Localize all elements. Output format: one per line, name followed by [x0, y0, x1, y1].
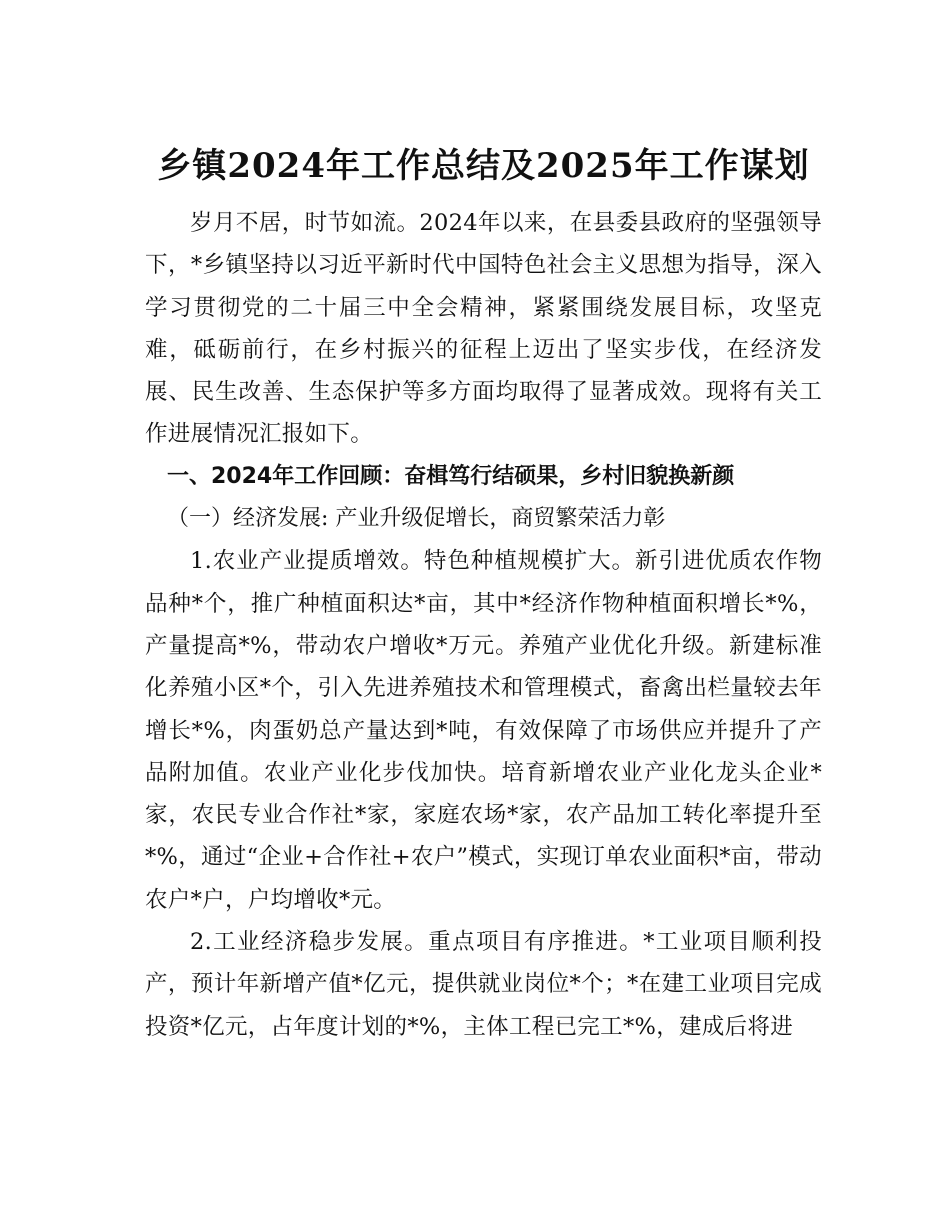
item-paragraph-2: 2.工业经济稳步发展。重点项目有序推进。*工业项目顺利投产，预计年新增产值*亿元，提供就业岗位*个；*在建工业项目完成投资*亿元，占年度计划的*%，主体工程已完工*%，建成后将进	[145, 929, 822, 1040]
intro-paragraph: 岁月不居，时节如流。2024年以来，在县委县政府的坚强领导下，*乡镇坚持以习近平新时代中国特色社会主义思想为指导，深入学习贯彻党的二十届三中全会精神，紧紧围绕发展目标，攻坚克难，砥砺前行，在乡村振兴的征程上迈出了坚实步伐，在经济发展、民生改善、生态保护等多方面均取得了显著成效。现将有关工作进展情况汇报如下。	[145, 210, 822, 448]
item-paragraph-1: 1.农业产业提质增效。特色种植规模扩大。新引进优质农作物品种*个，推广种植面积达*亩，其中*经济作物种植面积增长*%，产量提高*%，带动农户增收*万元。养殖产业优化升级。新建标准化养殖小区*个，引入先进养殖技术和管理模式，畜禽出栏量较去年增长*%，肉蛋奶总产量达到*吨，有效保障了市场供应并提升了产品附加值。农业产业化步伐加快。培育新增农业产业化龙头企业*家，农民专业合作社*家，家庭农场*家，农产品加工转化率提升至*%，通过“企业+合作社+农户”模式，实现订单农业面积*亩，带动农户*户，户均增收*元。	[145, 548, 822, 913]
document-title: 乡镇2024年工作总结及2025年工作谋划	[157, 146, 810, 186]
section-heading-1: 一、2024年工作回顾：奋楫笃行结硕果，乡村旧貌换新颜	[167, 463, 735, 489]
subsection-heading-1: （一）经济发展: 产业升级促增长，商贸繁荣活力彰	[167, 506, 666, 532]
